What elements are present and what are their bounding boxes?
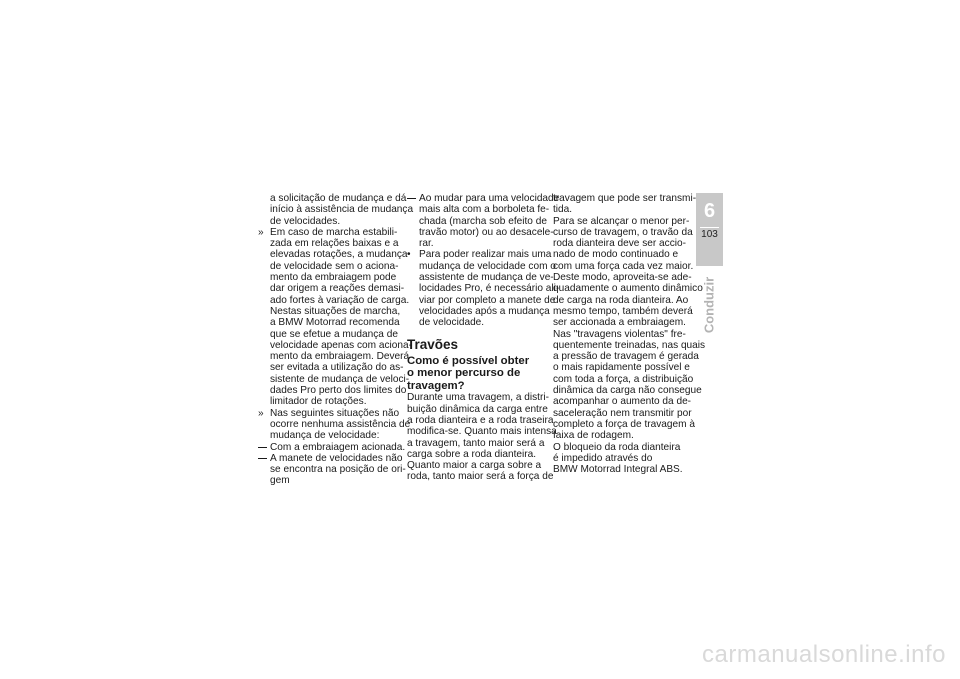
- dash-marker-icon: [407, 198, 416, 199]
- column-2: [407, 193, 560, 483]
- text-line: roda, tanto maior será a força de: [407, 471, 554, 483]
- arrow-marker-icon: »: [258, 407, 264, 419]
- text-line: rar.: [419, 238, 434, 250]
- text-line: mesmo tempo, também deverá: [553, 305, 693, 317]
- text-line: BMW Motorrad Integral ABS.: [553, 464, 683, 476]
- text-line: Nas seguintes situações não: [270, 407, 400, 419]
- heading-line: Como é possível obter: [407, 354, 530, 367]
- text-line: de velocidade sem o aciona-: [270, 260, 399, 272]
- dash-marker-icon: [258, 458, 267, 459]
- text-line: assistente de mudança de ve-: [419, 272, 554, 284]
- heading-line: o menor percurso de: [407, 367, 521, 380]
- text-line: início à assistência de mudança: [270, 204, 414, 216]
- text-line: quadamente o aumento dinâmico: [553, 283, 703, 295]
- text-line: zada em relações baixas e a: [270, 238, 399, 250]
- text-line: completo a força de travagem à: [553, 418, 695, 430]
- bullet-icon: •: [407, 249, 411, 261]
- text-line: saceleração nem transmitir por: [553, 407, 692, 419]
- text-line: chada (marcha sob efeito de: [419, 215, 547, 227]
- text-line: O bloqueio da roda dianteira: [553, 441, 681, 453]
- text-line: a solicitação de mudança e dá: [270, 193, 407, 204]
- arrow-marker-icon: »: [258, 226, 264, 238]
- text-line: buição dinâmica da carga entre: [407, 403, 548, 415]
- text-line: acompanhar o aumento da de-: [553, 396, 692, 408]
- text-line: dades Pro perto dos limites do: [270, 385, 407, 397]
- tab-divider: [700, 227, 719, 228]
- chapter-number: 6: [703, 200, 716, 222]
- text-line: travão motor) ou ao desacele-: [419, 226, 554, 238]
- text-line: dar origem a reações demasi-: [270, 283, 405, 295]
- text-line: ser accionada a embraiagem.: [553, 317, 686, 329]
- text-line: o mais rapidamente possível e: [553, 362, 690, 374]
- text-line: Nas "travagens violentas" fre-: [553, 328, 686, 340]
- text-line: Para se alcançar o menor per-: [553, 215, 690, 227]
- text-line: travagem que pode ser transmi-: [553, 193, 697, 204]
- text-line: elevadas rotações, a mudança: [270, 249, 408, 261]
- text-line: ocorre nenhuma assistência de: [270, 418, 411, 430]
- text-line: Para poder realizar mais uma: [419, 249, 552, 261]
- text-line: modifica-se. Quanto mais intensa: [407, 426, 557, 438]
- dash-marker-icon: [258, 447, 267, 448]
- arrow-item-2: [258, 407, 411, 442]
- text-line: Com a embraiagem acionada.: [270, 441, 406, 453]
- text-line: de carga na roda dianteira. Ao: [553, 294, 689, 306]
- text-line: que se efetue a mudança de: [270, 328, 398, 340]
- arrow-item-1: [258, 226, 412, 408]
- text-line: Ao mudar para uma velocidade: [419, 193, 560, 204]
- text-line: A manete de velocidades não: [270, 452, 403, 464]
- dash-item-2: [258, 452, 406, 487]
- column-1: [258, 193, 414, 487]
- text-line: de velocidades.: [270, 215, 341, 227]
- text-line: carga sobre a roda dianteira.: [407, 448, 537, 460]
- text-line: roda dianteira deve ser accio-: [553, 238, 686, 250]
- text-line: a roda dianteira e a roda traseira: [407, 414, 554, 426]
- text-line: ser evitada a utilização do as-: [270, 362, 404, 374]
- text-line: é impedido através do: [553, 452, 653, 464]
- text-line: nado de modo continuado e: [553, 249, 679, 261]
- text-line: com toda a força, a distribuição: [553, 373, 694, 385]
- text-line: locidades Pro, é necessário ali-: [419, 283, 560, 295]
- section-label: [695, 272, 723, 338]
- text-line: Deste modo, aproveita-se ade-: [553, 272, 692, 284]
- chapter-tab: [696, 193, 723, 266]
- text-line: limitador de rotações.: [270, 396, 367, 408]
- text-line: mento da embraiagem. Deverá: [270, 351, 410, 363]
- text-line: mudança de velocidade com o: [419, 260, 556, 272]
- text-line: velocidade apenas com aciona-: [270, 339, 412, 351]
- text-line: faixa de rodagem.: [553, 430, 634, 442]
- text-line: Quanto maior a carga sobre a: [407, 460, 542, 472]
- text-line: ado fortes à variação de carga.: [270, 294, 410, 306]
- section-heading: Travões: [407, 336, 459, 352]
- text-line: de velocidade.: [419, 317, 485, 329]
- text-line: a travagem, tanto maior será a: [407, 437, 545, 449]
- text-line: Durante uma travagem, a distri-: [407, 392, 549, 404]
- text-line: mento da embraiagem pode: [270, 272, 397, 284]
- watermark: carmanualsonline.info: [702, 641, 946, 668]
- bullet-item: [407, 249, 560, 329]
- dash-item-3: [407, 193, 560, 250]
- column-3: [553, 193, 706, 476]
- dash-item-1: [258, 441, 406, 453]
- text-line: gem: [270, 475, 290, 487]
- continued-paragraph: [258, 193, 414, 227]
- subsection-heading: [407, 355, 547, 393]
- page-number: 103: [701, 229, 718, 240]
- text-line: viar por completo a manete de: [419, 294, 556, 306]
- body-paragraph: [407, 392, 557, 483]
- text-line: quentemente treinadas, nas quais: [553, 339, 706, 351]
- text-line: mais alta com a borboleta fe-: [419, 204, 550, 216]
- text-line: Nestas situações de marcha,: [270, 305, 401, 317]
- text-line: a pressão de travagem é gerada: [553, 351, 699, 363]
- text-line: velocidades após a mudança: [419, 305, 550, 317]
- text-line: mudança de velocidade:: [270, 430, 380, 442]
- section-label-text: Conduzir: [701, 276, 717, 334]
- text-line: curso de travagem, o travão da: [553, 226, 693, 238]
- text-line: se encontra na posição de ori-: [270, 464, 406, 476]
- text-line: dinâmica da carga não consegue: [553, 385, 702, 397]
- heading-line: travagem?: [407, 379, 465, 392]
- text-line: tida.: [553, 204, 573, 216]
- text-line: com uma força cada vez maior.: [553, 260, 694, 272]
- text-line: Em caso de marcha estabili-: [270, 226, 398, 238]
- text-line: sistente de mudança de veloci-: [270, 373, 410, 385]
- text-line: a BMW Motorrad recomenda: [270, 317, 400, 329]
